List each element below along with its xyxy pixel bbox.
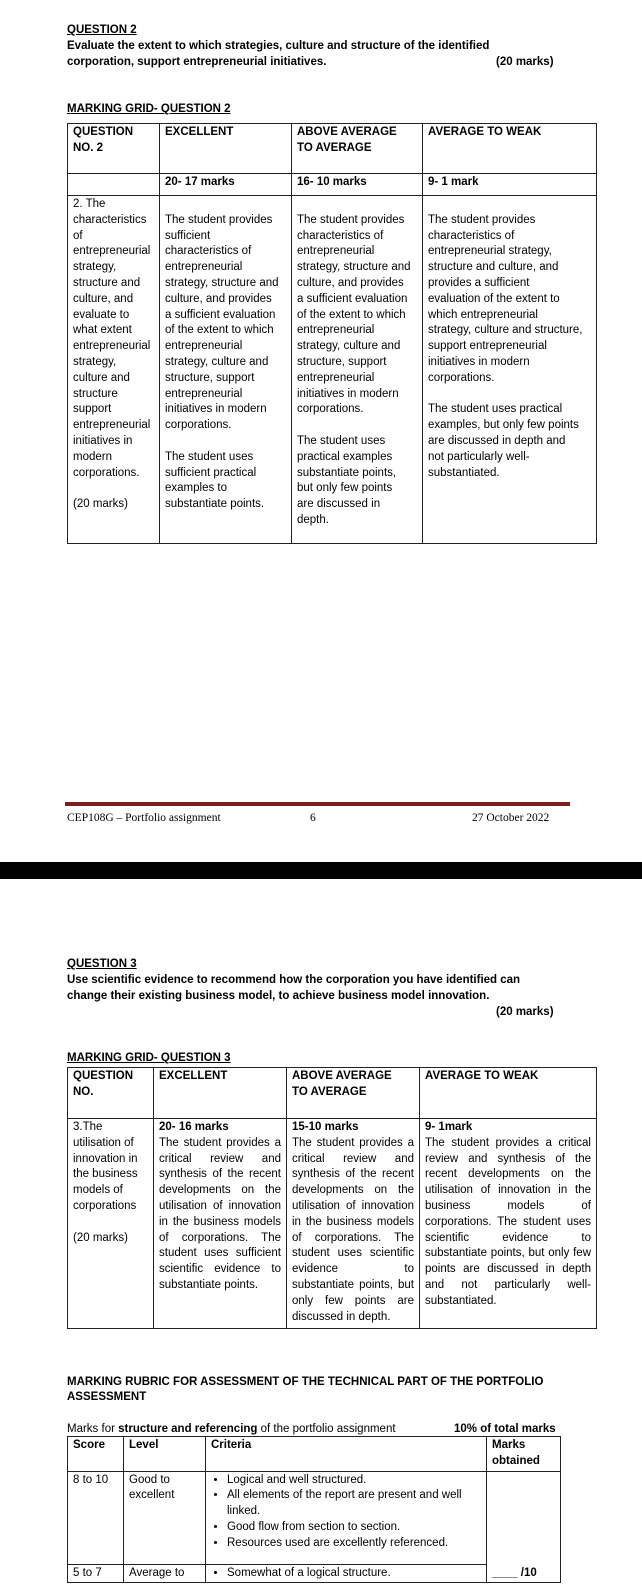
q3-weak-text: The student provides a critical review and synthesis of the recent developments on the utilisation of innovation in the business models of corporations. The student uses scientific evidence to substantiate points, but only few points are discussed in depth and not particularly well-substantiated. bbox=[425, 1136, 591, 1307]
rubric-title-line2: ASSESSMENT bbox=[67, 1391, 147, 1403]
q3-marking-grid bbox=[67, 1067, 597, 1329]
rubric-col-score: Score bbox=[68, 1437, 124, 1472]
q3-range-weak: 9- 1mark bbox=[425, 1121, 473, 1133]
rubric-marks-obtained: ____ /10 bbox=[492, 1566, 537, 1579]
q3-excellent-text: The student provides a critical review and synthesis of the recent developments on the utilisation of innovation in the business models of corporations. The student uses sufficient scientific evidence to substantiate points. bbox=[159, 1136, 281, 1291]
q3-above-cell bbox=[287, 1119, 420, 1329]
rubric-row1-criterion: • All elements of the report are present and well linked. bbox=[227, 1488, 481, 1520]
q2-weak-text: The student provides characteristics of entrepreneurial strategy, structure and culture, and provides a sufficient evaluation of the extent to which entrepreneurial strategy, culture and structure, support entrepreneurial initiatives in modern corporations. The student uses practical examples, but only few points are discussed in depth and not particularly well- substantiated. bbox=[423, 196, 597, 544]
rubric-row1-criterion: • Logical and well structured. bbox=[227, 1473, 481, 1489]
q2-marks: (20 marks) bbox=[496, 56, 554, 68]
q2-heading: QUESTION 2 bbox=[67, 24, 137, 36]
rubric-row2-score: 5 to 7 bbox=[68, 1564, 124, 1583]
q3-range-above: 15-10 marks bbox=[292, 1121, 359, 1133]
rubric-col-marks: Marks obtained bbox=[487, 1437, 561, 1472]
q3-prompt-line2: change their existing business model, to achieve business model innovation. bbox=[67, 990, 490, 1002]
footer-rule bbox=[65, 802, 570, 806]
q2-prompt-line2: corporation, support entrepreneurial initiatives. bbox=[67, 56, 327, 68]
q3-above-text: The student provides a critical review and synthesis of the recent developments on the utilisation of innovation in the business models of corporations. The student uses scientific evidence to substantiate points, but only few points are discussed in depth. bbox=[292, 1136, 414, 1323]
q2-col-excellent: EXCELLENT bbox=[160, 124, 292, 174]
q3-heading: QUESTION 3 bbox=[67, 958, 137, 970]
rubric-title-line1: MARKING RUBRIC FOR ASSESSMENT OF THE TECHNICAL PART OF THE PORTFOLIO bbox=[67, 1376, 544, 1388]
page-2 bbox=[0, 879, 642, 1587]
q2-range-above: 16- 10 marks bbox=[292, 174, 423, 196]
q2-range-excellent: 20- 17 marks bbox=[160, 174, 292, 196]
q2-col-above: ABOVE AVERAGE TO AVERAGE bbox=[292, 124, 423, 174]
q2-range-weak: 9- 1 mark bbox=[423, 174, 597, 196]
rubric-row1-criteria bbox=[206, 1471, 487, 1564]
rubric-row1-level: Good to excellent bbox=[124, 1471, 206, 1564]
footer-date: 27 October 2022 bbox=[472, 812, 550, 824]
rubric-row2-level: Average to bbox=[124, 1564, 206, 1583]
rubric-marks-obtained-cell bbox=[487, 1471, 561, 1583]
q3-range-excellent: 20- 16 marks bbox=[159, 1121, 229, 1133]
footer-left: CEP108G – Portfolio assignment bbox=[67, 812, 221, 824]
rubric-marks-for-suffix: of the portfolio assignment bbox=[257, 1423, 396, 1435]
rubric-percentage: 10% of total marks bbox=[454, 1423, 556, 1435]
rubric-marks-for bbox=[67, 1422, 396, 1436]
rubric-col-criteria: Criteria bbox=[206, 1437, 487, 1472]
rubric-row1-score: 8 to 10 bbox=[68, 1471, 124, 1564]
q2-grid-title: MARKING GRID- QUESTION 2 bbox=[67, 103, 231, 115]
q3-col-excellent: EXCELLENT bbox=[154, 1068, 287, 1119]
q3-question-text: 3.The utilisation of innovation in the business models of corporations (20 marks) bbox=[68, 1119, 154, 1329]
q3-col-question: QUESTION NO. bbox=[68, 1068, 154, 1119]
rubric-table bbox=[67, 1436, 561, 1583]
q2-above-text: The student provides characteristics of entrepreneurial strategy, structure and culture, and provides a sufficient evaluation of the extent to which entrepreneurial strategy, culture and structure, support entrepreneurial initiatives in modern corporations. The student uses practical examples substantiate points, but only few points are discussed in depth. bbox=[292, 196, 423, 544]
q2-range-blank bbox=[68, 174, 160, 196]
q3-prompt-line1: Use scientific evidence to recommend how the corporation you have identified can bbox=[67, 974, 521, 986]
rubric-row2-criterion: • Somewhat of a logical structure. bbox=[227, 1566, 481, 1582]
q2-col-question: QUESTION NO. 2 bbox=[68, 124, 160, 174]
q3-excellent-cell bbox=[154, 1119, 287, 1329]
rubric-row2-criteria bbox=[206, 1564, 487, 1583]
footer-page-number: 6 bbox=[310, 812, 316, 824]
q3-marks: (20 marks) bbox=[496, 1006, 554, 1018]
rubric-marks-for-bold: structure and referencing bbox=[118, 1423, 258, 1435]
q2-marking-grid bbox=[67, 123, 597, 544]
q2-col-weak: AVERAGE TO WEAK bbox=[423, 124, 597, 174]
rubric-marks-for-prefix: Marks for bbox=[67, 1423, 119, 1435]
q2-question-text: 2. The characteristics of entrepreneurial strategy, structure and culture, and evaluate to what extent entrepreneurial strategy, culture and structure support entrepreneurial initiatives in modern corporations. (20 marks) bbox=[68, 196, 160, 544]
q3-weak-cell bbox=[420, 1119, 597, 1329]
page-separator bbox=[0, 862, 642, 879]
rubric-row1-criterion: • Good flow from section to section. bbox=[227, 1520, 481, 1536]
rubric-col-level: Level bbox=[124, 1437, 206, 1472]
q3-col-weak: AVERAGE TO WEAK bbox=[420, 1068, 597, 1119]
rubric-row1-criterion: • Resources used are excellently referenced. bbox=[227, 1536, 481, 1552]
q3-col-above: ABOVE AVERAGE TO AVERAGE bbox=[287, 1068, 420, 1119]
q2-prompt-line1: Evaluate the extent to which strategies, culture and structure of the identified bbox=[67, 40, 490, 52]
q2-excellent-text: The student provides sufficient characteristics of entrepreneurial strategy, structure and culture, and provides a sufficient evaluation of the extent to which entrepreneurial strategy, culture and structure, support entrepreneurial initiatives in modern corporations. The student uses sufficient practical examples to substantiate points. bbox=[160, 196, 292, 544]
q3-grid-title: MARKING GRID- QUESTION 3 bbox=[67, 1052, 231, 1064]
